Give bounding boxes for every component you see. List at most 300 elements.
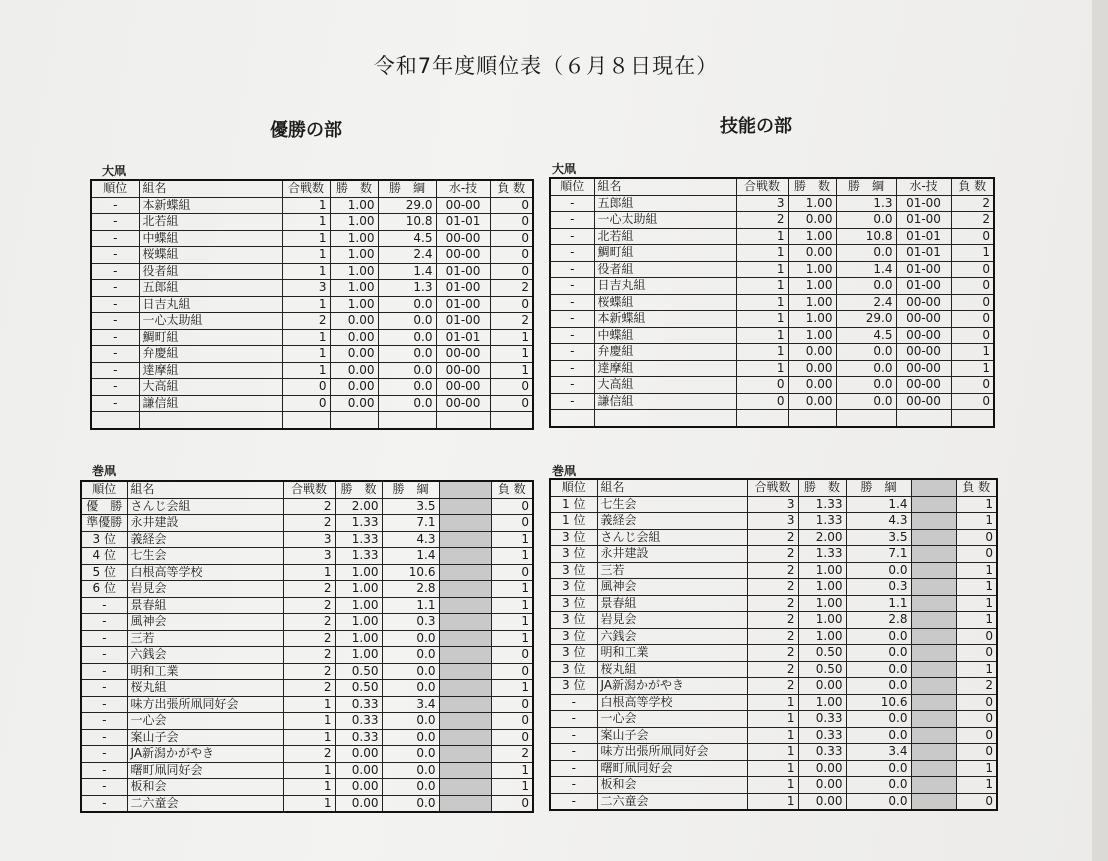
table-cell: さんじ会組 (597, 529, 747, 546)
table-cell (439, 564, 491, 581)
table-cell: 10.6 (382, 564, 439, 581)
table-cell: 2 (283, 581, 335, 598)
table-row (550, 377, 994, 394)
table-cell: 00-00 (436, 362, 490, 379)
table-row (81, 729, 533, 746)
table-cell: 1 (736, 261, 788, 278)
table-row (81, 713, 533, 730)
table-cell: 3 位 (550, 645, 597, 662)
table-cell: - (550, 727, 597, 744)
column-header: 合戦数 (283, 481, 335, 498)
table-cell (439, 663, 491, 680)
table-cell (439, 795, 491, 812)
table-cell: - (550, 278, 594, 295)
table-cell: 3 (747, 496, 798, 513)
table-cell: 0.0 (382, 630, 439, 647)
table-row (550, 661, 997, 678)
table-row (550, 228, 994, 245)
table-cell (896, 410, 951, 427)
table-row (550, 513, 997, 530)
table-cell: 1.33 (335, 515, 382, 532)
table-cell (439, 680, 491, 697)
table-cell: 0 (956, 645, 997, 662)
table-cell: 4.3 (846, 513, 911, 530)
table-cell: 0.0 (382, 647, 439, 664)
section-title-yusho: 優勝の部 (270, 120, 342, 141)
table-cell: 風神会 (127, 614, 283, 631)
table-cell: JA新潟かがやき (597, 678, 747, 695)
table-row (550, 261, 994, 278)
table-row (81, 779, 533, 796)
table-cell: 7.1 (382, 515, 439, 532)
table-cell: 0.0 (378, 379, 436, 396)
table-cell: 1 (956, 777, 997, 794)
table-cell: 0.0 (836, 245, 896, 262)
column-header: 水-技 (896, 178, 951, 195)
table-cell: 1.00 (788, 294, 836, 311)
table-cell (439, 630, 491, 647)
table-cell: - (91, 329, 139, 346)
table-cell: 1 (956, 513, 997, 530)
table-cell: 3 位 (81, 531, 127, 548)
table-cell: - (81, 614, 127, 631)
table-cell: 1.4 (836, 261, 896, 278)
table-cell (911, 529, 956, 546)
table-cell: 一心太助組 (594, 212, 736, 229)
table-cell: 1.00 (798, 628, 846, 645)
table-cell: 1 (283, 779, 335, 796)
table-cell: 0.0 (836, 377, 896, 394)
table-cell: 01-00 (436, 296, 490, 313)
table-cell: 1.3 (836, 195, 896, 212)
table-cell: 0.00 (788, 212, 836, 229)
table-cell: 0.0 (382, 713, 439, 730)
table-cell (911, 727, 956, 744)
table-cell: 本新蝶組 (594, 311, 736, 328)
table-cell: 三若 (597, 562, 747, 579)
table-cell: 2 (747, 595, 798, 612)
table-cell: 0.50 (798, 645, 846, 662)
table-cell: 00-00 (436, 197, 490, 214)
table-cell: - (550, 294, 594, 311)
table-cell (550, 410, 594, 427)
table-cell: 1 (282, 247, 330, 264)
table-row (91, 214, 533, 231)
table-row (550, 410, 994, 427)
table-cell: 0.0 (846, 793, 911, 810)
table-cell: 永井建設 (597, 546, 747, 563)
table-cell: 2 (282, 313, 330, 330)
gino-makidako-label: 巻凧 (552, 464, 577, 478)
column-header: 組名 (597, 479, 747, 496)
table-cell: 1.00 (798, 562, 846, 579)
table-cell: 1.00 (330, 280, 378, 297)
table-cell: 0.0 (846, 727, 911, 744)
table-cell: 大高組 (139, 379, 282, 396)
table-cell: 1 (282, 197, 330, 214)
table-cell: 白根高等学校 (597, 694, 747, 711)
table-cell: 1 (956, 595, 997, 612)
table-cell: 2.4 (836, 294, 896, 311)
table-row (550, 245, 994, 262)
table-cell: 1.1 (382, 597, 439, 614)
table-cell: 1.4 (378, 263, 436, 280)
table-cell: 1 (951, 344, 994, 361)
table-cell: 00-00 (436, 247, 490, 264)
table-cell: 景春組 (127, 597, 283, 614)
table-cell: 景春組 (597, 595, 747, 612)
table-cell: - (550, 777, 597, 794)
column-header: 勝 綱 (382, 481, 439, 498)
table-cell: 00-00 (436, 395, 490, 412)
table-cell (911, 793, 956, 810)
table-row (81, 647, 533, 664)
table-cell: 2 (747, 628, 798, 645)
table-cell: 1 (283, 795, 335, 812)
table-cell: - (91, 313, 139, 330)
table-cell: 0 (956, 744, 997, 761)
table-cell: 00-00 (896, 393, 951, 410)
table-cell (911, 694, 956, 711)
table-row (550, 793, 997, 810)
table-cell (439, 531, 491, 548)
table-row (81, 597, 533, 614)
table-row (550, 546, 997, 563)
table-cell: 01-00 (436, 263, 490, 280)
table-cell: 0.0 (846, 777, 911, 794)
table-cell: 1 (491, 531, 533, 548)
table-cell: 01-00 (436, 313, 490, 330)
table-cell (439, 548, 491, 565)
table-cell: 1 (282, 230, 330, 247)
table-cell: 謙信組 (139, 395, 282, 412)
table-cell: 0.0 (846, 661, 911, 678)
table-cell: 0.0 (382, 663, 439, 680)
table-cell: 2 (747, 612, 798, 629)
table-cell: 3 位 (550, 529, 597, 546)
table-row (81, 614, 533, 631)
table-cell: 中蝶組 (139, 230, 282, 247)
table-cell: - (550, 311, 594, 328)
table-cell (282, 412, 330, 429)
table-cell: 0.33 (335, 713, 382, 730)
table-cell: 1.00 (788, 311, 836, 328)
table-cell: 0 (951, 261, 994, 278)
table-cell: 1 (956, 579, 997, 596)
table-cell: 0.0 (836, 344, 896, 361)
table-cell: 1.00 (788, 261, 836, 278)
table-cell: 0 (736, 377, 788, 394)
table-cell: 0 (951, 327, 994, 344)
table-cell (439, 515, 491, 532)
table-cell: 味方出張所凧同好会 (127, 696, 283, 713)
table-cell: 6 位 (81, 581, 127, 598)
table-cell: 1.00 (330, 214, 378, 231)
table-cell (911, 760, 956, 777)
table-cell: 七生会 (597, 496, 747, 513)
table-cell: 0 (491, 515, 533, 532)
table-cell: 0.0 (378, 362, 436, 379)
table-cell: 1.00 (788, 278, 836, 295)
table-cell: 1.00 (788, 195, 836, 212)
table-cell: 0 (491, 729, 533, 746)
table-cell: 明和工業 (127, 663, 283, 680)
table-cell: 0.3 (846, 579, 911, 596)
table-cell: 1 (951, 245, 994, 262)
table-cell: 0.00 (798, 678, 846, 695)
table-cell: 1 位 (550, 496, 597, 513)
table-cell: 0.3 (382, 614, 439, 631)
table-cell (439, 647, 491, 664)
table-cell: 01-00 (896, 261, 951, 278)
table-cell: 一心会 (127, 713, 283, 730)
table-cell: 桜蝶組 (139, 247, 282, 264)
table-cell: 0.33 (798, 744, 846, 761)
table-cell: 0 (951, 377, 994, 394)
table-cell: 1 (747, 711, 798, 728)
table-row (550, 294, 994, 311)
table-cell: 1.00 (330, 296, 378, 313)
table-cell (139, 412, 282, 429)
table-cell: 0.00 (330, 313, 378, 330)
table-cell: 0.00 (330, 362, 378, 379)
table-row (550, 496, 997, 513)
table-cell: - (550, 228, 594, 245)
table-cell: 1.33 (798, 546, 846, 563)
table-cell: 1 (747, 744, 798, 761)
table-cell: - (550, 760, 597, 777)
table-cell: - (550, 245, 594, 262)
table-cell: 2 (283, 515, 335, 532)
table-cell: 0 (491, 663, 533, 680)
table-cell: 1 (956, 760, 997, 777)
column-header (911, 479, 956, 496)
table-cell: 3.5 (382, 498, 439, 515)
table-row (91, 395, 533, 412)
table-cell: - (550, 694, 597, 711)
table-cell: 3.5 (846, 529, 911, 546)
table-cell: 鯛町組 (139, 329, 282, 346)
table-cell: 案山子会 (127, 729, 283, 746)
table-cell: - (91, 280, 139, 297)
table-cell: 00-00 (436, 379, 490, 396)
table-cell: - (550, 793, 597, 810)
table-cell: 達摩組 (139, 362, 282, 379)
table-cell: 1 (490, 346, 533, 363)
table-cell: 0.0 (382, 680, 439, 697)
table-header-row (550, 178, 994, 195)
table-cell: 0 (491, 564, 533, 581)
column-header: 勝 数 (798, 479, 846, 496)
table-cell: 義経会 (127, 531, 283, 548)
table-cell: 弁慶組 (594, 344, 736, 361)
table-cell: 1 (747, 694, 798, 711)
table-cell: 0.0 (846, 645, 911, 662)
table-cell (911, 496, 956, 513)
table-cell: 0.0 (846, 628, 911, 645)
table-cell: 0 (491, 795, 533, 812)
table-cell: 0 (491, 696, 533, 713)
table-cell: 2 (283, 614, 335, 631)
table-row (550, 327, 994, 344)
table-cell: 2 (736, 212, 788, 229)
table-cell: 1 (736, 360, 788, 377)
table-header-row (550, 479, 997, 496)
table-cell (378, 412, 436, 429)
table-cell: 0 (490, 197, 533, 214)
table-cell: 1.33 (798, 496, 846, 513)
table-cell: 10.8 (378, 214, 436, 231)
table-cell: 1.4 (382, 548, 439, 565)
table-cell: 0.00 (798, 760, 846, 777)
table-cell: 2.8 (846, 612, 911, 629)
table-cell: - (81, 696, 127, 713)
table-cell: 2 (490, 280, 533, 297)
table-cell: 1 (491, 630, 533, 647)
column-header: 勝 綱 (846, 479, 911, 496)
table-cell: 義経会 (597, 513, 747, 530)
table-row (550, 777, 997, 794)
table-cell: 0.0 (382, 762, 439, 779)
table-cell: - (81, 795, 127, 812)
table-cell: 1 (282, 263, 330, 280)
table-cell (911, 513, 956, 530)
table-cell: 01-00 (896, 212, 951, 229)
table-cell: - (91, 296, 139, 313)
table-cell: 0 (951, 278, 994, 295)
table-cell: 00-00 (896, 327, 951, 344)
table-cell: - (81, 597, 127, 614)
yusho-makidako-label: 巻凧 (92, 464, 117, 478)
table-row (550, 744, 997, 761)
table-cell: - (550, 344, 594, 361)
table-cell: 1 (282, 296, 330, 313)
table-cell: 3 位 (550, 628, 597, 645)
table-cell: 0.0 (378, 313, 436, 330)
table-cell: 本新蝶組 (139, 197, 282, 214)
table-cell: - (550, 327, 594, 344)
table-cell: 01-01 (436, 214, 490, 231)
table-cell (736, 410, 788, 427)
table-cell: 1 (956, 612, 997, 629)
table-cell: - (81, 762, 127, 779)
table-cell: 五郎組 (139, 280, 282, 297)
table-cell: 0 (736, 393, 788, 410)
table-cell: 0 (490, 395, 533, 412)
table-cell: 1 (736, 294, 788, 311)
table-cell: 3 位 (550, 562, 597, 579)
table-cell: 1.00 (335, 564, 382, 581)
table-cell: 00-00 (896, 311, 951, 328)
table-cell: 0.0 (378, 346, 436, 363)
table-cell: 2 (283, 680, 335, 697)
table-cell: - (91, 247, 139, 264)
table-row (81, 680, 533, 697)
table-cell: 0 (956, 694, 997, 711)
column-header: 負 数 (951, 178, 994, 195)
column-header: 合戦数 (747, 479, 798, 496)
table-row (91, 329, 533, 346)
table-row (550, 311, 994, 328)
table-cell: 一心会 (597, 711, 747, 728)
table-cell: 岩見会 (597, 612, 747, 629)
table-cell: 0 (490, 214, 533, 231)
table-row (550, 645, 997, 662)
table-cell: 2.8 (382, 581, 439, 598)
table-cell: 1 (956, 496, 997, 513)
table-cell: 0.0 (382, 779, 439, 796)
table-cell: 桜丸組 (127, 680, 283, 697)
table-cell: 1 (736, 228, 788, 245)
table-cell: 七生会 (127, 548, 283, 565)
table-cell: 鯛町組 (594, 245, 736, 262)
table-row (550, 760, 997, 777)
table-cell: - (91, 346, 139, 363)
table-cell: 1 (282, 329, 330, 346)
yusho-odako-table (90, 179, 534, 430)
table-row (91, 230, 533, 247)
table-cell: 1 (491, 614, 533, 631)
table-cell: 2 (747, 579, 798, 596)
column-header: 合戦数 (282, 180, 330, 197)
table-cell: 0.00 (788, 245, 836, 262)
table-cell: 1 (283, 696, 335, 713)
table-cell: 二六童会 (127, 795, 283, 812)
table-cell: 2 (747, 645, 798, 662)
table-cell (911, 678, 956, 695)
table-cell: 北若組 (139, 214, 282, 231)
table-cell: 0.0 (836, 212, 896, 229)
table-cell: 3 位 (550, 546, 597, 563)
yusho-makidako-table (80, 480, 534, 813)
table-cell: 0 (282, 395, 330, 412)
table-cell: 1.00 (798, 694, 846, 711)
table-cell: 1.33 (798, 513, 846, 530)
table-cell: 1.00 (335, 647, 382, 664)
table-row (91, 197, 533, 214)
table-cell: 2 (283, 663, 335, 680)
table-cell (836, 410, 896, 427)
table-cell: 0.0 (382, 795, 439, 812)
table-row (81, 564, 533, 581)
table-cell: 0 (490, 263, 533, 280)
table-row (91, 362, 533, 379)
table-cell: 01-01 (896, 245, 951, 262)
table-cell: 2 (747, 678, 798, 695)
table-cell: - (81, 647, 127, 664)
table-cell (911, 744, 956, 761)
table-row (550, 595, 997, 612)
table-cell: 弁慶組 (139, 346, 282, 363)
table-cell: 00-00 (436, 230, 490, 247)
table-cell: 01-00 (436, 280, 490, 297)
table-row (91, 379, 533, 396)
table-cell: 永井建設 (127, 515, 283, 532)
table-row (550, 562, 997, 579)
table-cell: - (550, 377, 594, 394)
table-row (81, 581, 533, 598)
table-cell (439, 696, 491, 713)
table-cell: 1 (491, 779, 533, 796)
table-cell: 二六童会 (597, 793, 747, 810)
table-cell: 板和会 (597, 777, 747, 794)
table-cell: 準優勝 (81, 515, 127, 532)
table-cell: 達摩組 (594, 360, 736, 377)
table-cell: 1 (747, 793, 798, 810)
table-cell (911, 645, 956, 662)
table-row (550, 360, 994, 377)
table-cell: 29.0 (378, 197, 436, 214)
